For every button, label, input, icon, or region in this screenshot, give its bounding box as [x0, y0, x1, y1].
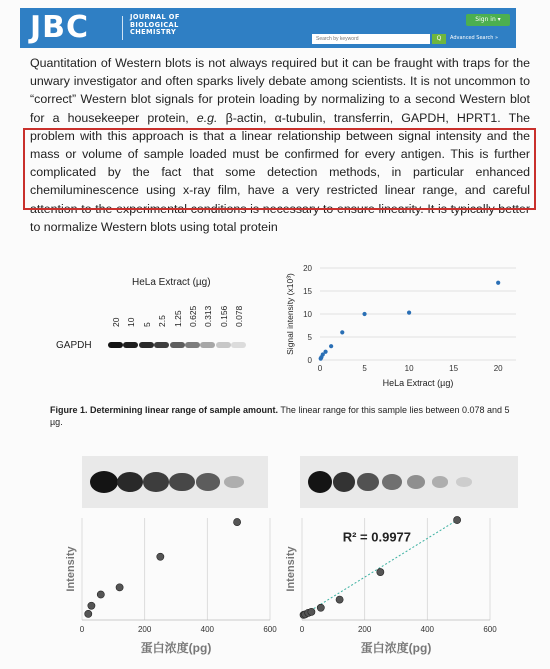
- data-point: [336, 596, 343, 603]
- lane-label: 0.625: [188, 305, 198, 327]
- journal-line-2: BIOLOGICAL: [130, 20, 179, 29]
- data-point: [377, 568, 384, 575]
- caption-bold: Figure 1. Determining linear range of sample amount.: [50, 405, 279, 415]
- right-western-blot: [300, 456, 518, 508]
- x-tick-label: 20: [493, 364, 503, 373]
- left-western-blot: [82, 456, 268, 508]
- gapdh-label: GAPDH: [56, 340, 92, 351]
- blot-band: [357, 473, 378, 491]
- data-point: [340, 330, 344, 334]
- gapdh-band: [154, 342, 169, 348]
- data-point: [407, 311, 411, 315]
- x-tick-label: 0: [299, 625, 305, 634]
- lane-label: 1.25: [172, 310, 183, 327]
- y-axis-label: Intensity: [285, 546, 297, 592]
- x-tick-label: 400: [200, 625, 215, 634]
- blot-band: [117, 472, 144, 493]
- x-tick-label: 200: [137, 625, 152, 634]
- caption-text: The linear range for this sample lies between 0.078 and 5 µg.: [50, 405, 510, 427]
- x-axis-label: HeLa Extract (µg): [382, 378, 454, 388]
- data-point: [308, 608, 315, 615]
- blot-band: [224, 476, 244, 488]
- left-intensity-chart: [60, 510, 290, 660]
- jbc-logo[interactable]: JBC: [30, 10, 90, 45]
- data-point: [234, 518, 241, 525]
- data-point: [116, 584, 123, 591]
- journal-name: [130, 14, 180, 37]
- blot-band: [308, 471, 332, 493]
- logo-divider: [122, 16, 123, 40]
- gapdh-band: [231, 342, 246, 348]
- sign-in-button[interactable]: Sign in ▾: [466, 14, 510, 26]
- gapdh-band: [185, 342, 200, 348]
- data-point: [454, 516, 461, 523]
- gapdh-band: [108, 342, 123, 348]
- x-tick-label: 10: [404, 364, 414, 373]
- y-axis-label: Intensity: [65, 546, 77, 592]
- paragraph-text-1: Quantitation of Western blots is not always required but it can be fraught with traps for the unwary investigator and often sparks lively debate among scientists. It is not uncommon to “correct” Western blot signals for protein loading by normalizing to a second Western blot for a housekeeper protein,: [30, 56, 530, 125]
- blot-band: [407, 475, 425, 489]
- lane-label: 5: [141, 322, 152, 327]
- x-tick-label: 600: [263, 625, 277, 634]
- x-tick-label: 5: [362, 364, 367, 373]
- gapdh-band: [123, 342, 138, 348]
- blot-band: [333, 472, 356, 492]
- search-button[interactable]: Q: [432, 34, 446, 44]
- search-input[interactable]: [312, 34, 430, 44]
- journal-banner: [20, 8, 516, 48]
- x-tick-label: 0: [317, 364, 323, 373]
- lane-label: 0.156: [218, 305, 229, 327]
- blot-band: [169, 473, 194, 492]
- gapdh-band: [200, 342, 215, 348]
- gapdh-band: [170, 342, 185, 348]
- lane-label: 0.313: [203, 305, 214, 327]
- data-point: [362, 312, 366, 316]
- x-tick-label: 600: [483, 625, 497, 634]
- blot-band: [382, 474, 402, 490]
- data-point: [323, 350, 327, 354]
- blot-band: [456, 477, 471, 486]
- y-tick-label: 20: [303, 264, 312, 273]
- blot-band: [143, 472, 169, 491]
- advanced-search-link[interactable]: Advanced Search »: [450, 35, 499, 41]
- data-point: [496, 281, 500, 285]
- data-point: [157, 553, 164, 560]
- journal-line-1: JOURNAL OF: [130, 13, 180, 21]
- data-point: [317, 604, 324, 611]
- data-point: [88, 602, 95, 609]
- x-axis-label: 蛋白浓度(pg): [140, 641, 212, 655]
- x-tick-label: 0: [79, 625, 85, 634]
- paragraph-text-2: β-actin, α-tubulin, transferrin, GAPDH, HPRT1. The problem with this approach is that a linear relationship between signal intensity and the mass or volume of sample loaded must be confirmed for every antigen. This is further complicated by the fact that some detection methods, in particular enhanced chemiluminescence using x-ray film, have a very restricted linear range, and careful attention to the experimental conditions is necessary to ensure linearity. It is typically better to normalize Western blots using total protein: [30, 110, 530, 234]
- paragraph-text-eg: e.g.: [196, 110, 218, 125]
- y-tick-label: 5: [307, 333, 312, 342]
- data-point: [97, 591, 104, 598]
- blot-band: [196, 473, 220, 490]
- y-tick-label: 10: [303, 310, 312, 319]
- x-tick-label: 200: [357, 625, 372, 634]
- x-tick-label: 400: [420, 625, 435, 634]
- y-tick-label: 0: [307, 356, 312, 365]
- red-highlight-box: [23, 128, 536, 210]
- lane-label: 20: [111, 317, 121, 327]
- lane-label: 2.5: [157, 315, 168, 327]
- figure1-scatter-chart: [282, 258, 530, 390]
- data-point: [85, 610, 92, 617]
- lane-label: 10: [126, 317, 137, 327]
- blot-band: [432, 476, 449, 488]
- gapdh-band: [216, 342, 231, 348]
- right-intensity-chart: [280, 510, 520, 660]
- figure1-caption: [50, 404, 520, 428]
- blot-title: HeLa Extract (µg): [132, 277, 211, 288]
- x-axis-label: 蛋白浓度(pg): [360, 641, 432, 655]
- data-point: [329, 344, 333, 348]
- blot-band: [90, 471, 118, 493]
- r-squared-annotation: R² = 0.9977: [342, 529, 412, 545]
- lane-label: 0.078: [234, 305, 245, 327]
- x-tick-label: 15: [449, 364, 459, 373]
- gapdh-band: [139, 342, 154, 348]
- y-axis-label: Signal intensity (x10³): [285, 273, 295, 355]
- journal-line-3: CHEMISTRY: [130, 28, 177, 37]
- y-tick-label: 15: [303, 287, 312, 296]
